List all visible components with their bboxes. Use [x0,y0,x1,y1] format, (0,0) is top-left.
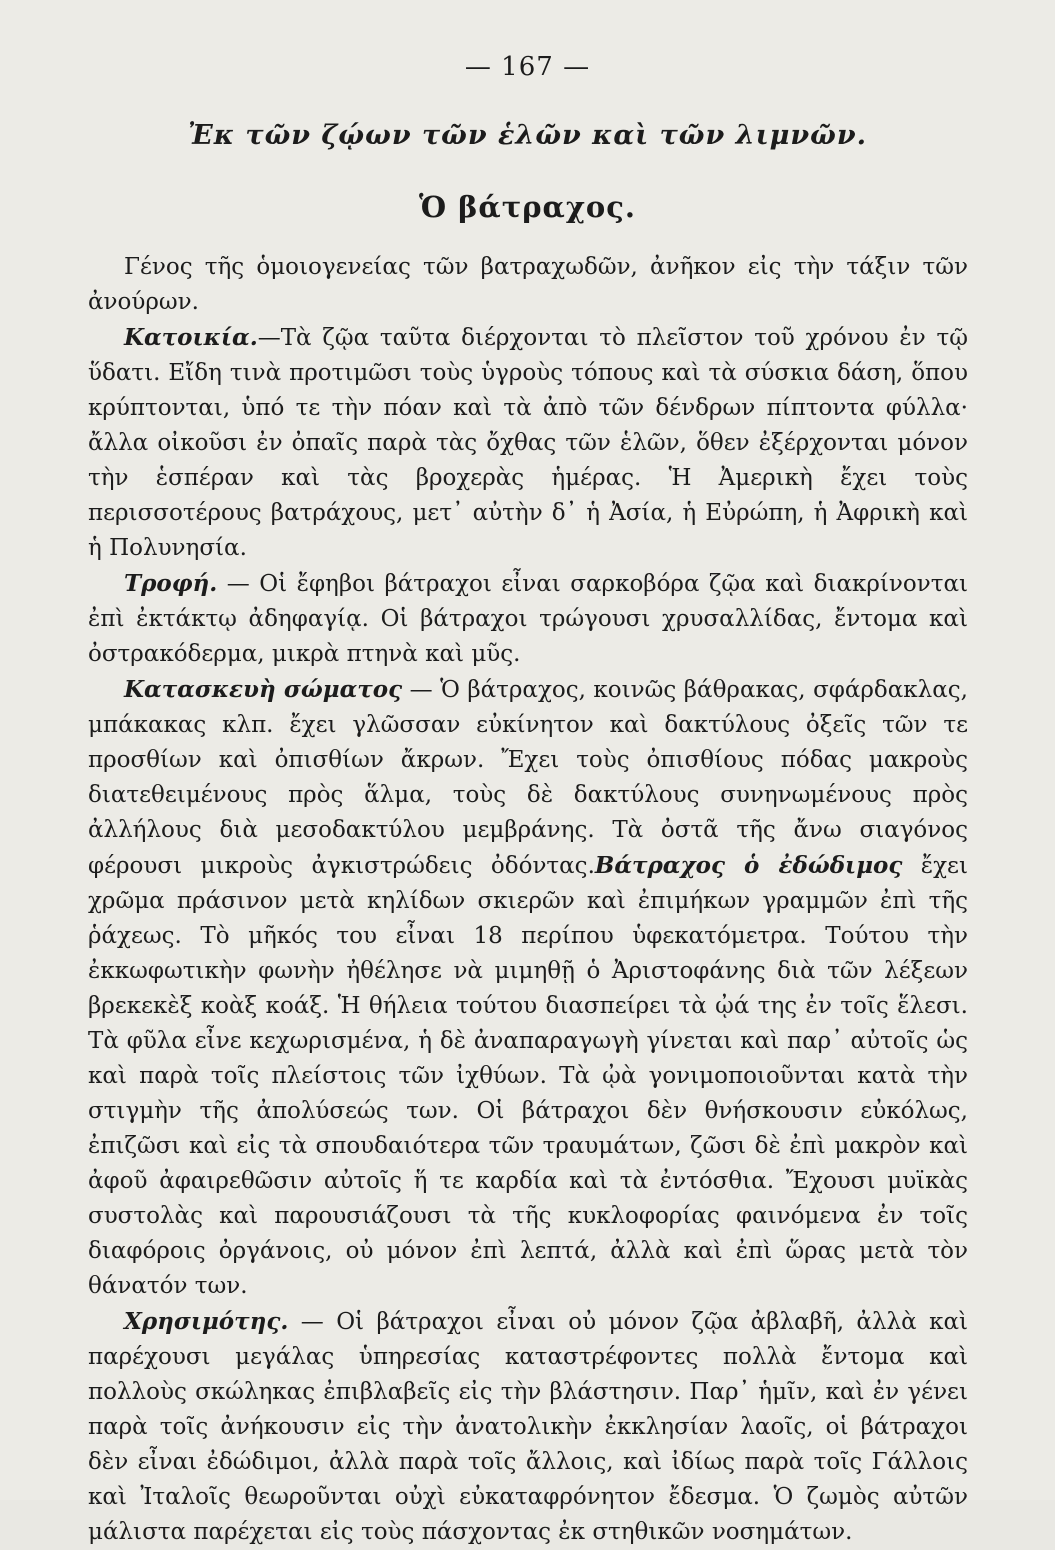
anatomy-text-before: — Ὁ βάτραχος, κοινῶς βάθρακας, σφάρδακλας, μπάκακας κλπ. ἔχει γλῶσσαν εὐκίνητον καὶ δακτύλους ὀξεῖς τῶν τε προσθίων καὶ ὀπισθίων ἄκρων. Ἔχει τοὺς ὀπισθίους πόδας μακροὺς διατεθειμένους πρὸς ἅλμα, τοὺς δὲ δακτύλους συνηνωμένους πρὸς ἀλλήλους διὰ μεσοδακτύλου μεμβράνης. Τὰ ὀστᾶ τῆς ἄνω σιαγόνος φέρουσι μικροὺς ἀγκιστρώδεις ὀδόντας. [88,677,968,879]
anatomy-paragraph [88,672,968,1304]
intro-paragraph: Γένος τῆς ὁμοιογενείας τῶν βατραχωδῶν, ἀνῆκον εἰς τὴν τάξιν τῶν ἀνούρων. [88,254,968,315]
page-number: — 167 — [464,52,591,82]
usefulness-text: — Οἱ βάτραχοι εἶναι οὐ μόνον ζῷα ἀβλαβῆ, ἀλλὰ καὶ παρέχουσι μεγάλας ὑπηρεσίας καταστρέφοντες πολλὰ ἔντομα καὶ πολλοὺς σκώληκας ἐπιβλαβεῖς εἰς τὴν βλάστησιν. Παρ᾽ ἡμῖν, καὶ ἐν γένει παρὰ τοῖς ἀνήκουσιν εἰς τὴν ἀνατολικὴν ἐκκλησίαν λαοῖς, οἱ βάτραχοι δὲν εἶναι ἐδώδιμοι, ἀλλὰ παρὰ τοῖς ἄλλοις, καὶ ἰδίως παρὰ τοῖς Γάλλοις καὶ Ἰταλοῖς θεωροῦνται οὐχὶ εὐκαταφρόνητον ἔδεσμα. Ὁ ζωμὸς αὐτῶν μάλιστα παρέχεται εἰς τοὺς πάσχοντας ἐκ στηθικῶν νοσημάτων. [88,1309,968,1545]
anatomy-text-after: ἔχει χρῶμα πράσινον μετὰ κηλίδων σκιερῶν καὶ ἐπιμήκων γραμμῶν ἐπὶ τῆς ῥάχεως. Τὸ μῆκός του εἶναι 18 περίπου ὑφεκατόμετρα. Τούτου τὴν ἐκκωφωτικὴν φωνὴν ἠθέλησε νὰ μιμηθῇ ὁ Ἀριστοφάνης διὰ τῶν λέξεων βρεκεκὲξ κοὰξ κοάξ. Ἡ θήλεια τούτου διασπείρει τὰ ᾠά της ἐν τοῖς ἕλεσι. Τὰ φῦλα εἶνε κεχωρισμένα, ἡ δὲ ἀναπαραγωγὴ γίνεται καὶ παρ᾽ αὐτοῖς ὡς καὶ παρὰ τοῖς πλείστοις τῶν ἰχθύων. Τὰ ᾠὰ γονιμοποιοῦνται κατὰ τὴν στιγμὴν τῆς ἀπολύσεώς των. Οἱ βάτραχοι δὲν θνήσκουσιν εὐκόλως, ἐπιζῶσι καὶ εἰς τὰ σπουδαιότερα τῶν τραυμάτων, ζῶσι δὲ ἐπὶ μακρὸν καὶ ἀφοῦ ἀφαιρεθῶσιν αὐτοῖς ἥ τε καρδία καὶ τὰ ἐντόσθια. Ἔχουσι μυϊκὰς συστολὰς καὶ παρουσιάζουσι τὰ τῆς κυκλοφορίας φαινόμενα ἐν τοῖς διαφόροις ὀργάνοις, οὐ μόνον ἐπὶ λεπτά, ἀλλὰ καὶ ἐπὶ ὥρας μετὰ τὸν θάνατόν των. [88,853,968,1299]
species-name: Βάτραχος ὁ ἐδώδιμος [594,852,903,879]
habitat-text: —Τὰ ζῷα ταῦτα διέρχονται τὸ πλεῖστον τοῦ χρόνου ἐν τῷ ὕδατι. Εἴδη τινὰ προτιμῶσι τοὺς ὑγροὺς τόπους καὶ τὰ σύσκια δάση, ὅπου κρύπτονται, ὑπό τε τὴν πόαν καὶ τὰ ἀπὸ τῶν δένδρων πίπτοντα φύλλα· ἄλλα οἰκοῦσι ἐν ὀπαῖς παρὰ τὰς ὄχθας τῶν ἑλῶν, ὅθεν ἐξέρχονται μόνον τὴν ἑσπέραν καὶ τὰς βροχερὰς ἡμέρας. Ἡ Ἀμερικὴ ἔχει τοὺς περισσοτέρους βατράχους, μετ᾽ αὐτὴν δ᾽ ἡ Ἀσία, ἡ Εὐρώπη, ἡ Ἀφρικὴ καὶ ἡ Πολυνησία. [88,325,968,561]
section-heading: Ἐκ τῶν ζῴων τῶν ἑλῶν καὶ τῶν λιμνῶν. [188,120,867,151]
food-paragraph [88,566,968,672]
usefulness-subheading: Χρησιμότης. [124,1308,289,1335]
anatomy-subheading: Κατασκευὴ σώματος [124,676,403,703]
habitat-subheading: Κατοικία. [124,324,258,351]
article-title: Ὁ βάτραχος. [418,190,637,224]
food-subheading: Τροφή. [124,570,218,597]
article-body [88,250,968,1550]
habitat-paragraph [88,320,968,566]
usefulness-paragraph [88,1304,968,1550]
food-text: — Οἱ ἔφηβοι βάτραχοι εἶναι σαρκοβόρα ζῷα καὶ διακρίνονται ἐπὶ ἐκτάκτῳ ἀδηφαγίᾳ. Οἱ βάτραχοι τρώγουσι χρυσαλλίδας, ἔντομα καὶ ὀστρακόδερμα, μικρὰ πτηνὰ καὶ μῦς. [88,571,968,667]
